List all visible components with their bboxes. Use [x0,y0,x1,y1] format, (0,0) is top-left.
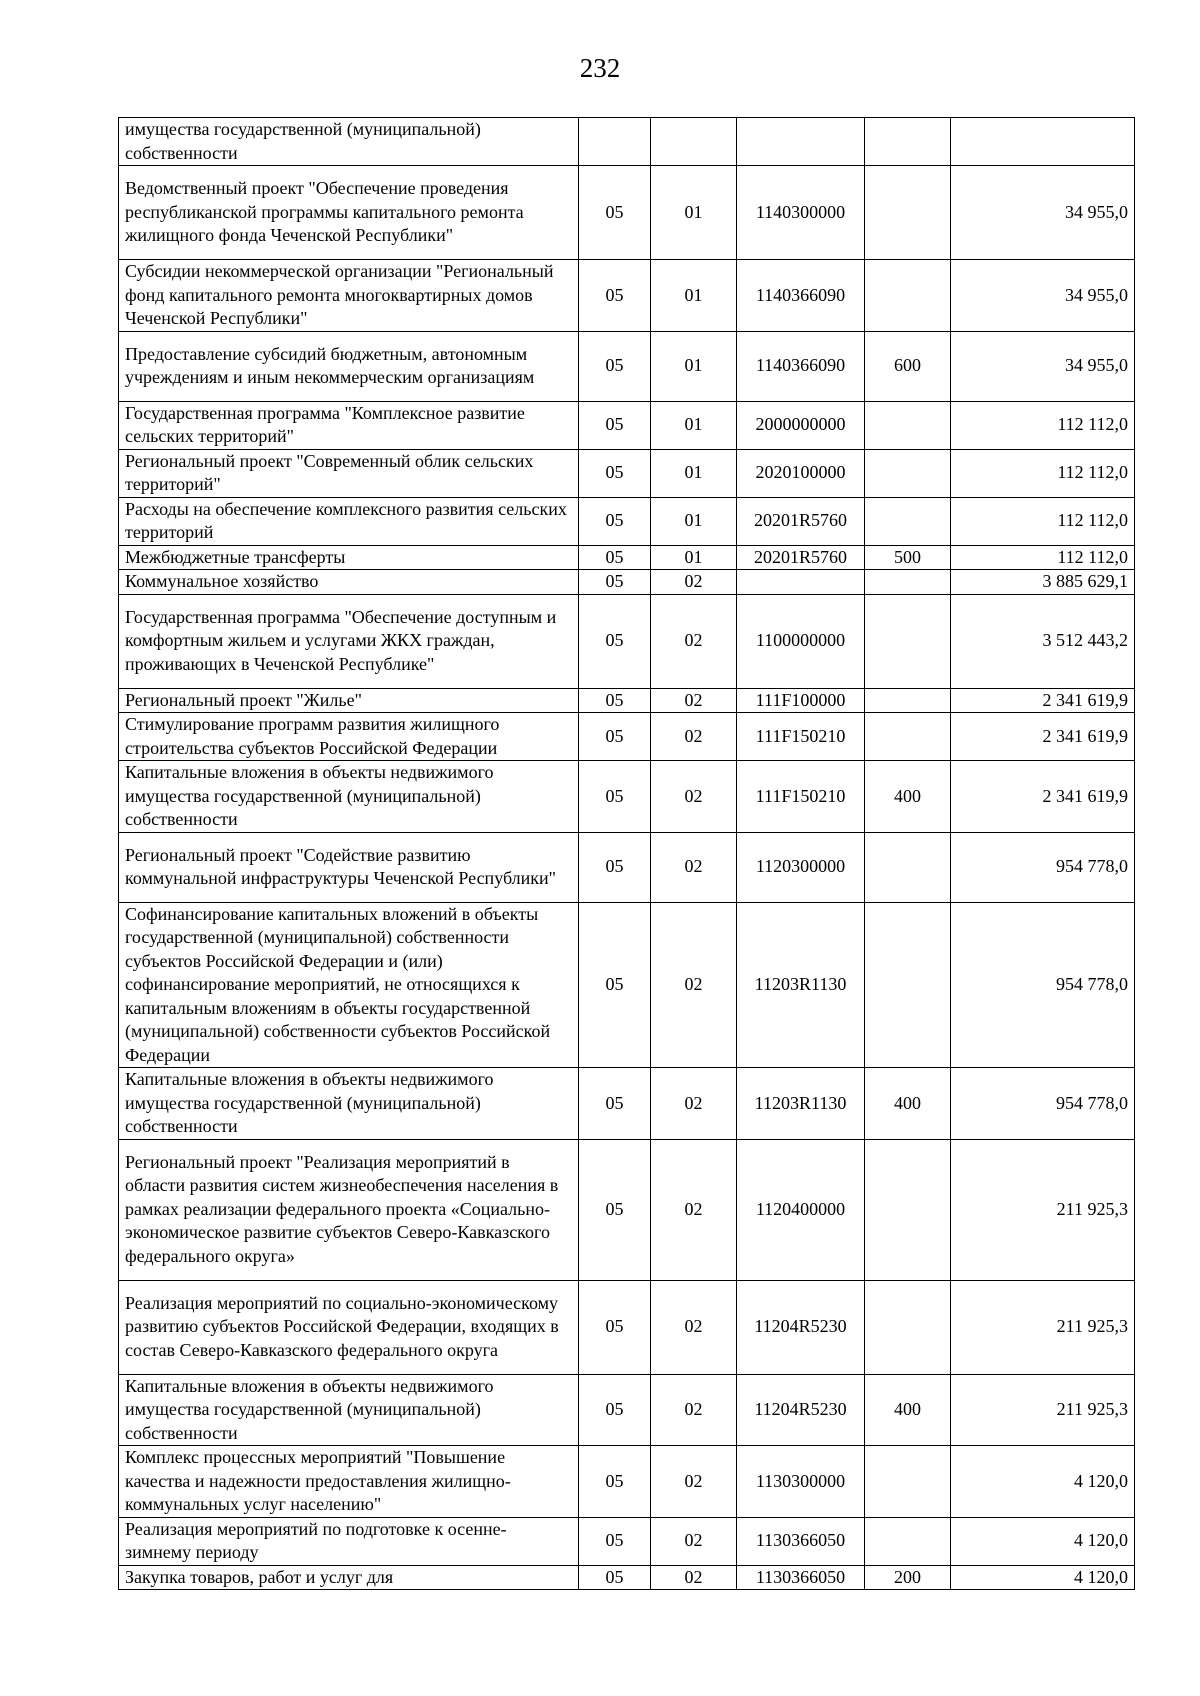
table-row [119,902,1135,1068]
row-expense-type [865,1280,951,1374]
row-expense-type: 600 [865,331,951,401]
table-row [119,1139,1135,1280]
row-name: Ведомственный проект "Обеспечение проведения республиканской программы капитального ремонта жилищного фонда Чеченской Республики" [119,166,579,260]
row-amount: 211 925,3 [951,1139,1135,1280]
row-target-article: 1130366050 [737,1517,865,1565]
row-name: Межбюджетные трансферты [119,545,579,570]
table-row [119,688,1135,713]
table-row [119,1374,1135,1446]
row-subsection: 02 [651,1139,737,1280]
row-subsection: 02 [651,1280,737,1374]
table-row [119,545,1135,570]
row-target-article: 1130366050 [737,1565,865,1590]
row-name: Региональный проект "Реализация мероприятий в области развития систем жизнеобеспечения населения в рамках реализации федерального проекта «Социально-экономическое развитие субъектов Северо-Кавказского федерального округа» [119,1139,579,1280]
row-amount: 112 112,0 [951,449,1135,497]
row-target-article: 111F150210 [737,713,865,761]
table-row [119,1565,1135,1590]
row-amount: 112 112,0 [951,401,1135,449]
row-name: Стимулирование программ развития жилищного строительства субъектов Российской Федерации [119,713,579,761]
row-name: Субсидии некоммерческой организации "Региональный фонд капитального ремонта многоквартирных домов Чеченской Республики" [119,260,579,332]
row-subsection: 02 [651,1517,737,1565]
row-name: Региональный проект "Современный облик сельских территорий" [119,449,579,497]
row-amount: 2 341 619,9 [951,713,1135,761]
table-row [119,449,1135,497]
row-subsection: 01 [651,449,737,497]
row-target-article: 1100000000 [737,594,865,688]
row-name: Комплекс процессных мероприятий "Повышение качества и надежности предоставления жилищно-коммунальных услуг населению" [119,1446,579,1518]
row-section: 05 [579,449,651,497]
row-expense-type [865,1446,951,1518]
row-target-article: 1130300000 [737,1446,865,1518]
row-subsection: 01 [651,497,737,545]
row-subsection: 01 [651,166,737,260]
table-row [119,570,1135,595]
row-amount: 4 120,0 [951,1517,1135,1565]
table-row [119,1280,1135,1374]
budget-table [118,117,1135,1590]
row-name: Региональный проект "Жилье" [119,688,579,713]
row-expense-type [865,401,951,449]
row-target-article: 11203R1130 [737,902,865,1068]
row-section [579,118,651,166]
row-section: 05 [579,166,651,260]
row-name: Закупка товаров, работ и услуг для [119,1565,579,1590]
row-amount: 112 112,0 [951,497,1135,545]
row-target-article: 1140300000 [737,166,865,260]
row-expense-type [865,1139,951,1280]
row-amount: 34 955,0 [951,331,1135,401]
row-section: 05 [579,594,651,688]
row-target-article: 1120400000 [737,1139,865,1280]
row-name: Коммунальное хозяйство [119,570,579,595]
row-section: 05 [579,1068,651,1140]
row-section: 05 [579,761,651,833]
page-number: 232 [579,53,621,83]
row-expense-type [865,832,951,902]
row-expense-type [865,118,951,166]
row-amount: 954 778,0 [951,1068,1135,1140]
table-row [119,594,1135,688]
row-subsection: 01 [651,401,737,449]
row-amount: 34 955,0 [951,166,1135,260]
row-target-article: 1140366090 [737,331,865,401]
row-subsection: 01 [651,545,737,570]
row-section: 05 [579,1280,651,1374]
row-amount: 112 112,0 [951,545,1135,570]
row-section: 05 [579,331,651,401]
table-row [119,1068,1135,1140]
row-amount: 211 925,3 [951,1280,1135,1374]
row-target-article: 11204R5230 [737,1374,865,1446]
row-section: 05 [579,832,651,902]
table-row [119,118,1135,166]
table-row [119,761,1135,833]
row-subsection [651,118,737,166]
row-target-article [737,118,865,166]
row-name: Государственная программа "Обеспечение доступным и комфортным жильем и услугами ЖКХ граждан, проживающих в Чеченской Республике" [119,594,579,688]
row-subsection: 01 [651,331,737,401]
row-name: Капитальные вложения в объекты недвижимого имущества государственной (муниципальной) собственности [119,1374,579,1446]
row-section: 05 [579,1565,651,1590]
row-expense-type [865,713,951,761]
row-subsection: 02 [651,1446,737,1518]
budget-table-body [119,118,1135,1590]
row-subsection: 01 [651,260,737,332]
row-name: Реализация мероприятий по социально-экономическому развитию субъектов Российской Федерации, входящих в состав Северо-Кавказского федерального округа [119,1280,579,1374]
row-name: Региональный проект "Содействие развитию коммунальной инфраструктуры Чеченской Республики" [119,832,579,902]
row-name: Реализация мероприятий по подготовке к осенне-зимнему периоду [119,1517,579,1565]
table-row [119,497,1135,545]
table-row [119,713,1135,761]
row-amount: 3 885 629,1 [951,570,1135,595]
row-subsection: 02 [651,1374,737,1446]
row-amount: 34 955,0 [951,260,1135,332]
row-target-article: 11203R1130 [737,1068,865,1140]
row-expense-type [865,902,951,1068]
row-subsection: 02 [651,1068,737,1140]
row-name: Предоставление субсидий бюджетным, автономным учреждениям и иным некоммерческим организациям [119,331,579,401]
row-subsection: 02 [651,713,737,761]
row-expense-type: 400 [865,761,951,833]
table-row [119,401,1135,449]
row-amount [951,118,1135,166]
row-amount: 3 512 443,2 [951,594,1135,688]
row-name: Государственная программа "Комплексное развитие сельских территорий" [119,401,579,449]
table-row [119,832,1135,902]
row-target-article: 1120300000 [737,832,865,902]
row-expense-type: 400 [865,1374,951,1446]
row-expense-type: 200 [865,1565,951,1590]
row-expense-type [865,449,951,497]
row-amount: 4 120,0 [951,1446,1135,1518]
table-row [119,260,1135,332]
row-amount: 2 341 619,9 [951,688,1135,713]
row-name: Капитальные вложения в объекты недвижимого имущества государственной (муниципальной) собственности [119,1068,579,1140]
row-subsection: 02 [651,761,737,833]
row-target-article: 1140366090 [737,260,865,332]
row-target-article: 2000000000 [737,401,865,449]
row-section: 05 [579,902,651,1068]
row-subsection: 02 [651,594,737,688]
row-section: 05 [579,570,651,595]
row-amount: 4 120,0 [951,1565,1135,1590]
table-row [119,331,1135,401]
row-target-article: 20201R5760 [737,497,865,545]
row-expense-type [865,166,951,260]
row-section: 05 [579,1446,651,1518]
row-name: Капитальные вложения в объекты недвижимого имущества государственной (муниципальной) собственности [119,761,579,833]
row-subsection: 02 [651,902,737,1068]
row-expense-type [865,688,951,713]
row-expense-type [865,594,951,688]
row-section: 05 [579,1517,651,1565]
row-expense-type [865,570,951,595]
row-section: 05 [579,545,651,570]
row-expense-type: 500 [865,545,951,570]
row-section: 05 [579,497,651,545]
row-target-article: 2020100000 [737,449,865,497]
row-expense-type [865,260,951,332]
row-subsection: 02 [651,832,737,902]
row-expense-type [865,497,951,545]
row-subsection: 02 [651,688,737,713]
row-section: 05 [579,1374,651,1446]
row-section: 05 [579,688,651,713]
table-row [119,1446,1135,1518]
row-target-article: 20201R5760 [737,545,865,570]
row-target-article: 11204R5230 [737,1280,865,1374]
table-row [119,166,1135,260]
row-section: 05 [579,1139,651,1280]
table-row [119,1517,1135,1565]
row-target-article [737,570,865,595]
row-expense-type [865,1517,951,1565]
row-amount: 954 778,0 [951,832,1135,902]
row-amount: 954 778,0 [951,902,1135,1068]
row-subsection: 02 [651,570,737,595]
row-target-article: 111F150210 [737,761,865,833]
row-subsection: 02 [651,1565,737,1590]
row-section: 05 [579,713,651,761]
row-name: Софинансирование капитальных вложений в объекты государственной (муниципальной) собственности субъектов Российской Федерации и (или) софинансирование мероприятий, не относящихся к капитальным вложениям в объекты государственной (муниципальной) собственности субъектов Российской Федерации [119,902,579,1068]
row-section: 05 [579,260,651,332]
row-amount: 2 341 619,9 [951,761,1135,833]
row-amount: 211 925,3 [951,1374,1135,1446]
row-name: Расходы на обеспечение комплексного развития сельских территорий [119,497,579,545]
row-expense-type: 400 [865,1068,951,1140]
row-target-article: 111F100000 [737,688,865,713]
row-section: 05 [579,401,651,449]
row-name: имущества государственной (муниципальной) собственности [119,118,579,166]
